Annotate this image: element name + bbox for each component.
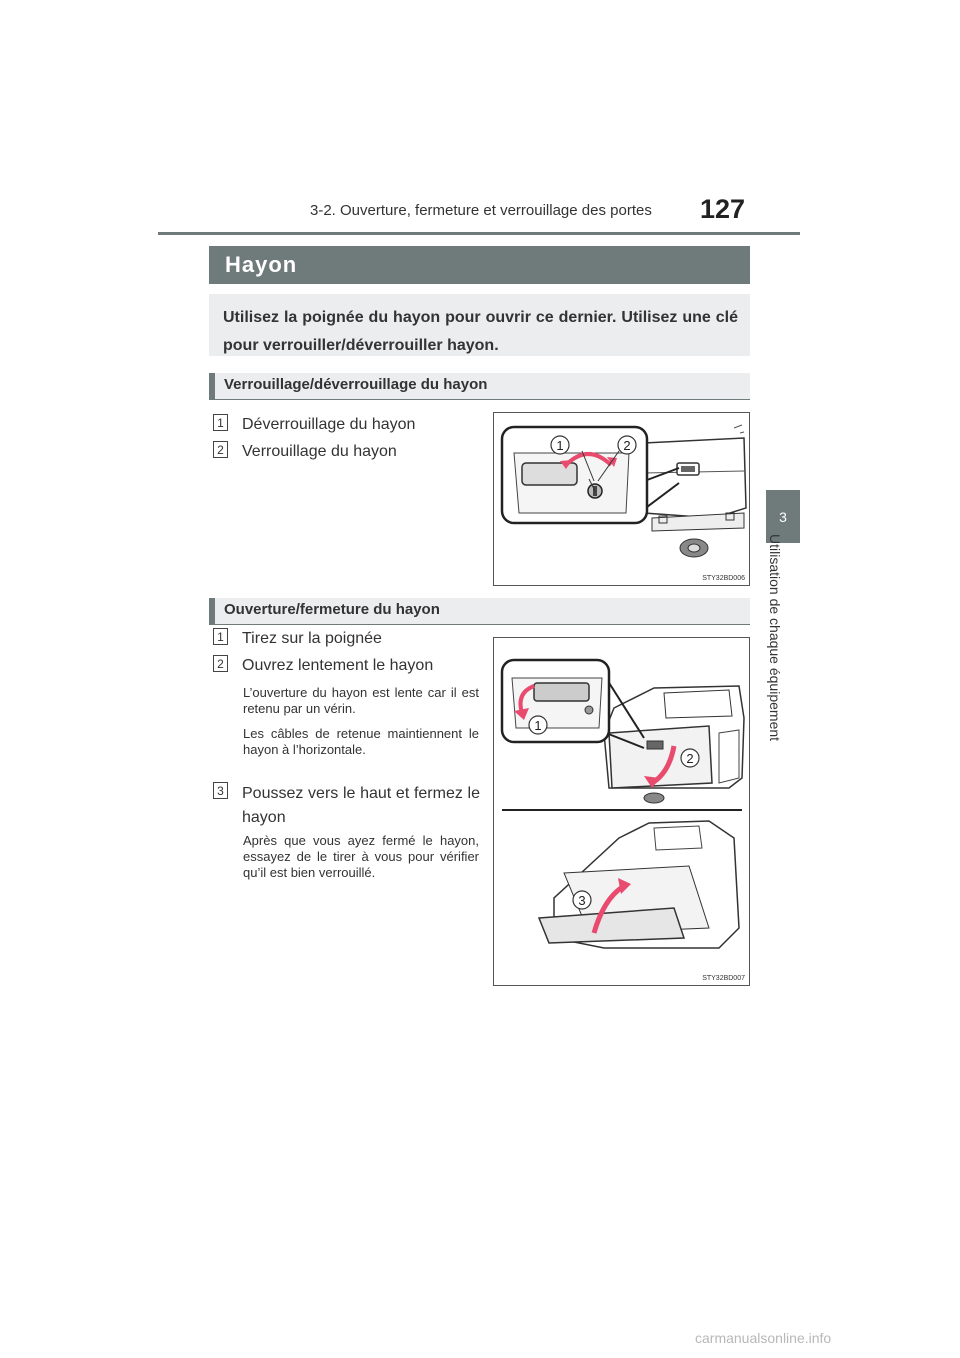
- chapter-label: Utilisation de chaque équipement: [767, 534, 783, 742]
- figure-code: STY32BD006: [702, 575, 745, 582]
- step-number-icon: 1: [213, 414, 228, 431]
- page-title-bar: [209, 246, 750, 284]
- figure-callout: 2: [686, 751, 694, 766]
- step-text: Poussez vers le haut et fermez le hayon: [242, 785, 480, 826]
- tailgate-lock-illustration: [494, 413, 749, 585]
- page-number: 127: [700, 194, 746, 224]
- step-number-icon: 2: [213, 441, 228, 458]
- intro-box: [209, 294, 750, 356]
- figure-callout: 1: [556, 438, 564, 453]
- figure-tailgate-open-close: [493, 637, 750, 986]
- figure-callout: 2: [623, 438, 631, 453]
- step-text: Verrouillage du hayon: [242, 443, 397, 460]
- note-text: Les câbles de retenue maintiennent le hayon à l’horizontale.: [243, 726, 479, 757]
- step-text: Déverrouillage du hayon: [242, 416, 416, 433]
- step-text: Tirez sur la poignée: [242, 630, 382, 647]
- watermark: carmanualsonline.info: [695, 1330, 832, 1346]
- note-text: Après que vous ayez fermé le hayon, essayez de le tirer à vous pour vérifier qu’il est bien verrouillé.: [243, 833, 479, 880]
- tailgate-open-close-illustration: [494, 638, 749, 985]
- heading-marker: [209, 598, 215, 624]
- step-text: Ouvrez lentement le hayon: [242, 657, 434, 674]
- section-heading-lock: [209, 373, 750, 400]
- section-heading-text: Verrouillage/déverrouillage du hayon: [224, 376, 488, 393]
- section-heading-open-close: [209, 598, 750, 625]
- intro-text: Utilisez la poignée du hayon pour ouvrir ce dernier. Utilisez une clé pour verrouiller/déverrouiller hayon.: [223, 309, 738, 354]
- page-title: Hayon: [225, 252, 298, 277]
- figure-callout: 1: [534, 718, 542, 733]
- figure-code: STY32BD007: [702, 975, 745, 982]
- step-number-icon: 3: [213, 782, 228, 799]
- section-header-title: 3-2. Ouverture, fermeture et verrouillage des portes: [310, 202, 652, 219]
- note-text: L’ouverture du hayon est lente car il est retenu par un vérin.: [243, 685, 479, 716]
- chapter-tab: 3: [766, 490, 800, 543]
- step-number-icon: 1: [213, 628, 228, 645]
- section-heading-text: Ouverture/fermeture du hayon: [224, 601, 440, 618]
- heading-marker: [209, 373, 215, 399]
- figure-callout: 3: [578, 893, 586, 908]
- figure-tailgate-lock: [493, 412, 750, 586]
- step-number-icon: 2: [213, 655, 228, 672]
- header-divider: [158, 232, 800, 235]
